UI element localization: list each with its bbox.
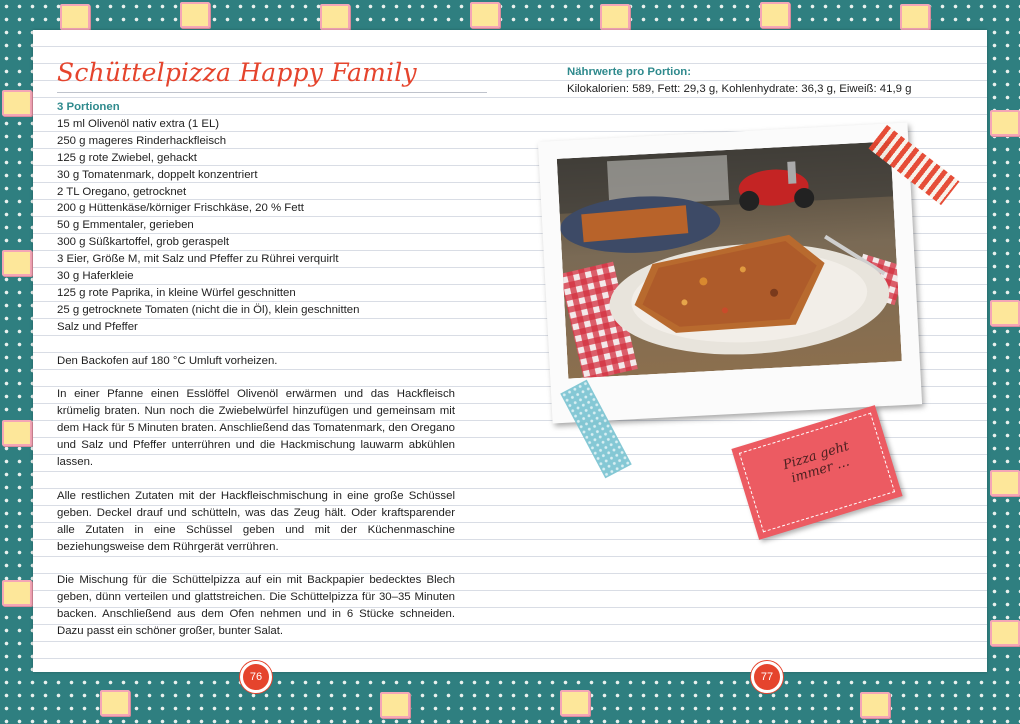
ingredient-item: 15 ml Olivenöl nativ extra (1 EL) — [57, 117, 220, 130]
ingredient-item: 50 g Emmentaler, gerieben — [57, 219, 194, 232]
recipe-title: Schüttelpizza Happy Family — [57, 58, 417, 87]
sticky-note-decoration — [990, 620, 1020, 646]
portions-heading: 3 Portionen — [57, 101, 120, 113]
sticky-note-decoration — [2, 90, 32, 116]
instruction-step: In einer Pfanne einen Esslöffel Olivenöl erwärmen und das Hackfleisch krümelig braten. Nun noch die Zwiebelwürfel hinzufügen und gemeinsam mit dem Hack für 5 Minuten braten. Anschließend das Tomatenmark, den Oregano und Salz und Pfeffer unterrühren und die Hackmischung lauwarm abkühlen lassen. — [57, 388, 455, 468]
polaroid-photo — [538, 123, 922, 424]
sticky-note-decoration — [100, 690, 130, 716]
sticky-note-decoration — [380, 692, 410, 718]
sticky-note-decoration — [990, 470, 1020, 496]
sticky-note-decoration — [470, 2, 500, 28]
sticky-note-decoration — [320, 4, 350, 30]
sticky-note-decoration — [560, 690, 590, 716]
instruction-step: Den Backofen auf 180 °C Umluft vorheizen. — [57, 354, 278, 367]
recipe-column — [57, 99, 455, 640]
ingredient-item: 125 g rote Zwiebel, gehackt — [57, 151, 197, 164]
sticky-note-decoration — [2, 250, 32, 276]
ingredient-item: 25 g getrocknete Tomaten (nicht die in Öl), klein geschnitten — [57, 303, 360, 316]
pizza-photo — [557, 141, 902, 378]
ingredient-item: 300 g Süßkartoffel, grob geraspelt — [57, 236, 230, 249]
ingredient-item: 250 g mageres Rinderhackfleisch — [57, 134, 227, 147]
ingredient-item: Salz und Pfeffer — [57, 320, 138, 333]
sticky-note-decoration — [760, 2, 790, 28]
nutrition-heading: Nährwerte pro Portion: — [567, 66, 692, 78]
nutrition-block — [567, 64, 967, 98]
sticky-note-decoration — [900, 4, 930, 30]
page-number-right: 77 — [751, 661, 783, 693]
ingredient-list — [57, 116, 455, 336]
sticky-note-decoration — [2, 580, 32, 606]
instruction-step: Die Mischung für die Schüttelpizza auf ein mit Backpapier bedecktes Blech geben, dünn verteilen und glattstreichen. Die Schüttelpizza für 30–35 Minuten backen. Anschließend aus dem Ofen nehmen und in 6 Stücke schneiden. Dazu passt ein schöner großer, bunter Salat. — [57, 574, 455, 638]
sticky-note-decoration — [60, 4, 90, 30]
note-text: Pizza geht immer … — [781, 438, 852, 487]
instruction-step: Alle restlichen Zutaten mit der Hackfleischmischung in eine große Schüssel geben. Deckel drauf und schütteln, was das Zeug hält. Oder kraftsparender alle Zutaten in eine Schüssel geben und mit der Küchenmaschine beziehungsweise dem Rührgerät verrühren. — [57, 489, 455, 553]
ingredient-item: 200 g Hüttenkäse/körniger Frischkäse, 20 % Fett — [57, 202, 304, 215]
sticky-note-decoration — [600, 4, 630, 30]
sticky-note-decoration — [990, 300, 1020, 326]
ingredient-item: 30 g Haferkleie — [57, 270, 134, 283]
ingredient-item: 2 TL Oregano, getrocknet — [57, 185, 187, 198]
page-number-left: 76 — [240, 661, 272, 693]
sticky-note-decoration — [2, 420, 32, 446]
sticky-note-decoration — [990, 110, 1020, 136]
pizza-photo-illustration — [557, 141, 902, 378]
ingredient-item: 3 Eier, Größe M, mit Salz und Pfeffer zu Rührei verquirlt — [57, 253, 339, 266]
title-divider — [57, 92, 487, 93]
sticky-note-decoration — [860, 692, 890, 718]
ingredient-item: 30 g Tomatenmark, doppelt konzentriert — [57, 168, 258, 181]
sticky-note-decoration — [180, 2, 210, 28]
ingredient-item: 125 g rote Paprika, in kleine Würfel geschnitten — [57, 286, 296, 299]
nutrition-values: Kilokalorien: 589, Fett: 29,3 g, Kohlenhydrate: 36,3 g, Eiweiß: 41,9 g — [567, 83, 912, 95]
